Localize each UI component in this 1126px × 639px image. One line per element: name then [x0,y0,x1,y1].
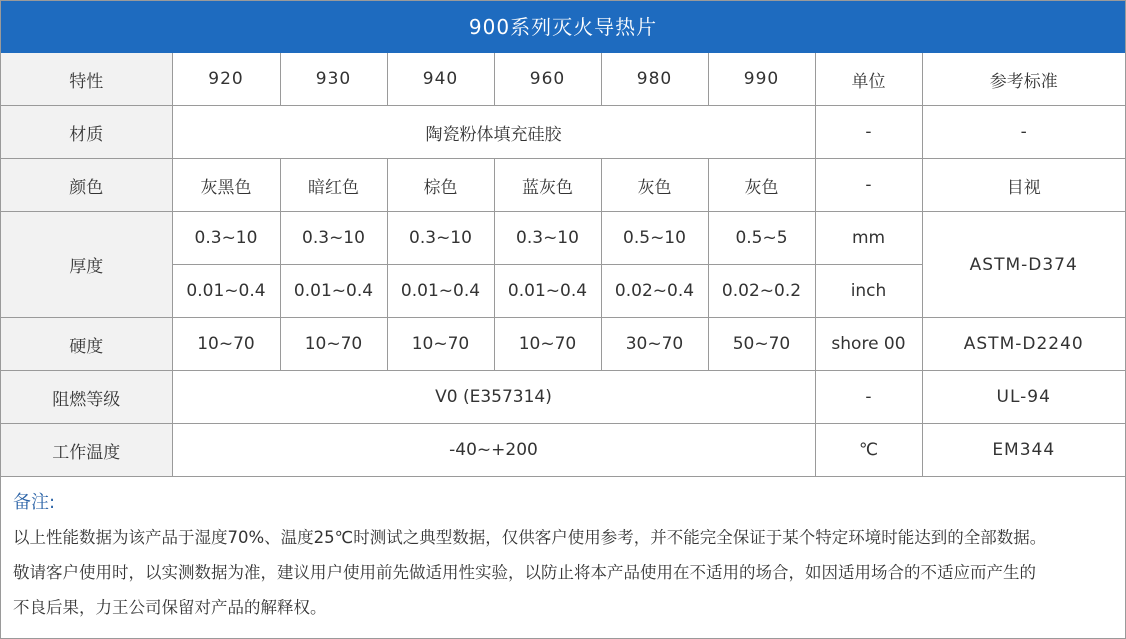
flame-unit: - [815,371,922,424]
color-value: 灰色 [708,159,815,212]
flame-reference: UL-94 [922,371,1125,424]
thickness-mm-value: 0.3~10 [387,212,494,265]
temperature-value: -40~+200 [172,424,815,477]
hardness-value: 10~70 [494,318,601,371]
flame-row [1,371,1125,424]
color-reference: 目视 [922,159,1125,212]
material-row [1,106,1125,159]
temperature-row [1,424,1125,477]
thickness-inch-value: 0.01~0.4 [387,265,494,318]
header-model-930: 930 [280,53,387,106]
color-value: 蓝灰色 [494,159,601,212]
thickness-inch-value: 0.02~0.2 [708,265,815,318]
material-label: 材质 [1,106,172,159]
header-model-990: 990 [708,53,815,106]
thickness-inch-value: 0.02~0.4 [601,265,708,318]
sheet-title: 900系列灭火导热片 [1,1,1125,53]
header-unit: 单位 [815,53,922,106]
thickness-mm-value: 0.3~10 [494,212,601,265]
color-value: 灰色 [601,159,708,212]
notes-section [13,485,1117,625]
thickness-inch-unit: inch [815,265,922,318]
hardness-reference: ASTM-D2240 [922,318,1125,371]
notes-line: 敬请客户使用时，以实测数据为准，建议用户使用前先做适用性实验，以防止将本产品使用在不适用的场合，如因适用场合的不适应而产生的 [13,563,1036,582]
header-model-980: 980 [601,53,708,106]
notes-line: 不良后果，力王公司保留对产品的解释权。 [13,598,327,617]
material-value: 陶瓷粉体填充硅胶 [172,106,815,159]
notes-body [13,520,1117,625]
temperature-unit: ℃ [815,424,922,477]
hardness-value: 30~70 [601,318,708,371]
thickness-mm-value: 0.5~5 [708,212,815,265]
thickness-inch-value: 0.01~0.4 [494,265,601,318]
temperature-label: 工作温度 [1,424,172,477]
thickness-mm-value: 0.3~10 [280,212,387,265]
color-value: 灰黑色 [172,159,280,212]
material-reference: - [922,106,1125,159]
thickness-mm-row [1,212,1125,265]
thickness-inch-value: 0.01~0.4 [172,265,280,318]
notes-line: 以上性能数据为该产品于湿度70%、温度25℃时测试之典型数据，仅供客户使用参考，并不能完全保证于某个特定环境时能达到的全部数据。 [13,528,1047,547]
header-model-960: 960 [494,53,601,106]
hardness-value: 10~70 [280,318,387,371]
hardness-label: 硬度 [1,318,172,371]
temperature-reference: EM344 [922,424,1125,477]
flame-value: V0 (E357314) [172,371,815,424]
material-unit: - [815,106,922,159]
color-value: 棕色 [387,159,494,212]
thickness-mm-value: 0.5~10 [601,212,708,265]
header-reference: 参考标准 [922,53,1125,106]
color-row [1,159,1125,212]
thickness-inch-value: 0.01~0.4 [280,265,387,318]
thickness-label: 厚度 [1,212,172,318]
notes-title: 备注: [13,492,56,513]
color-value: 暗红色 [280,159,387,212]
header-model-940: 940 [387,53,494,106]
spec-table [1,53,1125,477]
hardness-unit: shore 00 [815,318,922,371]
hardness-value: 50~70 [708,318,815,371]
header-row [1,53,1125,106]
color-unit: - [815,159,922,212]
thickness-mm-value: 0.3~10 [172,212,280,265]
flame-label: 阻燃等级 [1,371,172,424]
header-property: 特性 [1,53,172,106]
color-label: 颜色 [1,159,172,212]
thickness-mm-unit: mm [815,212,922,265]
hardness-row [1,318,1125,371]
hardness-value: 10~70 [387,318,494,371]
hardness-value: 10~70 [172,318,280,371]
thickness-reference: ASTM-D374 [922,212,1125,318]
header-model-920: 920 [172,53,280,106]
